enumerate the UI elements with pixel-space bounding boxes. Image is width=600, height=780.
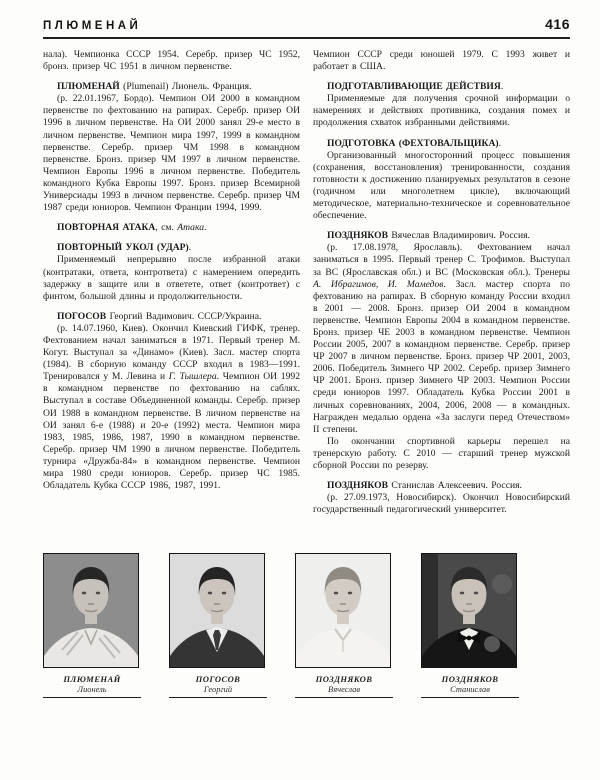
text-run: . <box>204 222 207 234</box>
text-run: ПОЗДНЯКОВ <box>327 480 388 492</box>
paragraph <box>43 49 300 73</box>
entry-heading <box>313 230 570 242</box>
photo-caption-given-name: Лионель <box>77 685 107 694</box>
text-run: Применяемые для получения срочной информации о намерениях и действиях противника, создания помех и продолжения схваток избранными действиями. <box>313 93 570 129</box>
page-number: 416 <box>545 16 570 32</box>
text-run: Вячеслав Владимирович. Россия. <box>387 230 530 242</box>
text-run: А. Ибрагимов, И. Мамедов <box>313 278 444 290</box>
paragraph <box>313 492 570 516</box>
text-run: нала). Чемпионка СССР 1954. Серебр. призер ЧС 1952, бронз. призер ЧС 1951 в личном первенстве. <box>43 49 300 73</box>
entry-heading <box>43 242 300 254</box>
text-run: ПОВТОРНЫЙ УКОЛ (УДАР) <box>57 242 189 254</box>
caption-rule <box>295 697 393 698</box>
text-run: Организованный многосторонний процесс повышения (сохранения, восстановления) тренированности, создания готовности к достижению планируемых результатов в сезоне (годичном или многолетнем цикле), включающий методическое, материально-техническое и соревновательное обеспечение. <box>313 149 570 222</box>
photo-figure <box>169 553 267 698</box>
text-run: Г. Тышлера <box>168 371 217 383</box>
paragraph <box>313 242 570 436</box>
photo-caption-given-name: Вячеслав <box>327 685 360 694</box>
portrait-photo <box>295 553 391 668</box>
text-run: . <box>498 137 501 149</box>
text-run: (Plumenail) Лионель. Франция. <box>119 81 252 93</box>
text-run: (р. 22.01.1967, Бордо). Чемпион ОИ 2000 в командном первенстве по фехтованию на рапирах. Серебр. призер ОИ 1996 в личном первенстве. На ОИ 2000 занял 29-е место в личном первенстве. Чемпион мира 1997, 1999 в командном первенстве. Серебр. призер ЧМ 1998 в командном первенстве. Бронз. призер ЧМ 1997 в личном первенстве. Чемпион Европы 1996 в личном первенстве. Победитель командного Кубка Европы 1997. Бронз. призер Всемирной Универсиады 1993 в личном первенстве. Серебр. призер ЧМ 1987 среди юниоров. Чемпион Франции 1994, 1999. <box>43 93 300 214</box>
photo-caption-surname: ПОЗДНЯКОВ <box>315 674 373 684</box>
text-run: Станислав Алексеевич. Россия. <box>387 480 522 492</box>
paragraph <box>313 150 570 223</box>
column-right <box>313 49 570 516</box>
column-left <box>43 49 300 516</box>
text-run: ПОЗДНЯКОВ <box>327 230 388 242</box>
text-run: ПОДГОТАВЛИВАЮЩИЕ ДЕЙСТВИЯ <box>327 81 501 93</box>
text-run: Применяемый непрерывно после избранной атаки (контратаки, ответа, контрответа) с намерением опередить задержку в защите или в ответете, ответ (контрответ) с финтом, большой длины и продолжительности. <box>43 254 300 302</box>
text-columns <box>43 49 570 516</box>
photo-caption-surname: ПОГОСОВ <box>195 674 241 684</box>
text-run: , см. <box>155 222 178 234</box>
paragraph <box>313 93 570 129</box>
photo-figure <box>421 553 519 698</box>
entry-heading <box>43 81 300 93</box>
photo-caption-surname: ПЛЮМЕНАЙ <box>63 674 121 684</box>
caption-rule <box>43 697 141 698</box>
entry-heading <box>313 480 570 492</box>
paragraph <box>43 323 300 492</box>
paragraph <box>313 49 570 73</box>
text-run: . Засл. мастер спорта по фехтованию на рапирах. В сборную команду России входил в 2001 — 2008. Бронз. призер ОИ 2004 в командном первенстве. Чемпион Европы 2004 в командном первенстве. Бронз. призер ЧЕ 2003 в командном первенстве. Чемпион России 2005, 2007 в командном первенстве. Серебр. призер ЧР 2007 в личном первенстве. Бронз. призер ЧР 2001, 2003, 2006. Победитель Зимнего ЧР 2002. Серебр. призер Зимнего ЧР 2001. Бронз. призер Зимнего ЧР 2003. Чемпион России среди юниоров 1997. Обладатель Кубка России 2001 в личных соревнованиях, 2004, 2006, 2008 — в командных. Награжден медалью ордена «За заслуги перед Отечеством» II степени. <box>313 278 570 435</box>
entry-heading <box>43 311 300 323</box>
text-run: Атака <box>177 222 205 234</box>
text-run: Чемпион СССР среди юношей 1979. С 1993 живет и работает в США. <box>313 49 570 73</box>
portrait-photo <box>421 553 517 668</box>
entry-heading <box>313 81 570 93</box>
photo-caption-surname: ПОЗДНЯКОВ <box>441 674 499 684</box>
photo-caption-given-name: Станислав <box>450 685 490 694</box>
photo-figure <box>295 553 393 698</box>
caption-rule <box>169 697 267 698</box>
photo-caption-given-name: Георгий <box>203 685 233 694</box>
portrait-photo <box>169 553 265 668</box>
text-run: . Чемпион ОИ 1992 в командном первенстве по фехтованию на саблях. Выступал в составе Объединенной команды. Серебр. призер ОИ 1988 в командном первенстве. В личном первенстве на ОИ занял 6-е (1988) и 20-е (1992) места. Чемпион мира 1983, 1985, 1986, 1987, 1990 в командном первенстве. Серебр. призер ЧМ 1990 в личном первенстве. Победитель турнира «Дружба-84» в командном первенстве. Чемпион мира 1980 среди юниоров. Серебр. призер ЧС 1985. Обладатель Кубка СССР 1986, 1987, 1991. <box>43 371 300 492</box>
text-run: (р. 27.09.1973, Новосибирск). Окончил Новосибирский государственный педагогический университет. <box>313 492 570 516</box>
text-run: Георгий Вадимович. СССР/Украина. <box>106 310 262 322</box>
text-run: . <box>500 81 504 93</box>
photo-figure <box>43 553 141 698</box>
paragraph <box>313 436 570 472</box>
paragraph <box>43 93 300 214</box>
text-run: ПОДГОТОВКА (ФЕХТОВАЛЬЩИКА) <box>327 137 499 149</box>
text-run: (р. 17.08.1978, Ярославль). Фехтованием начал заниматься в 1995. Первый тренер С. Трофимов. Выступал за ВС (Ярославская обл.) и ВС (Московская обл.). Тренеры <box>313 242 570 278</box>
text-run: ПОВТОРНАЯ АТАКА <box>57 222 156 234</box>
paragraph <box>43 254 300 302</box>
text-run: . <box>188 242 192 254</box>
page-header <box>43 16 570 39</box>
text-run: ПЛЮМЕНАЙ <box>57 81 120 93</box>
photo-grid <box>43 553 525 698</box>
caption-rule <box>421 697 519 698</box>
text-run: По окончании спортивной карьеры перешел на тренерскую работу. С 2010 — старший тренер мужской сборной России по резерву. <box>313 435 570 471</box>
page-title: ПЛЮМЕНАЙ <box>43 20 142 32</box>
portrait-photo <box>43 553 139 668</box>
text-run: ПОГОСОВ <box>57 310 107 322</box>
entry-heading <box>43 222 300 234</box>
text-run: (р. 14.07.1960, Киев). Окончил Киевский ГИФК, тренер. Фехтованием начал заниматься в 1971. Первый тренер М. Когут. Выступал за «Динамо» (Киев). Засл. мастер спорта (1984). В сборную команду СССР входил в 1983—1991. Тренировался у М. Левина и <box>43 322 300 383</box>
entry-heading <box>313 138 570 150</box>
